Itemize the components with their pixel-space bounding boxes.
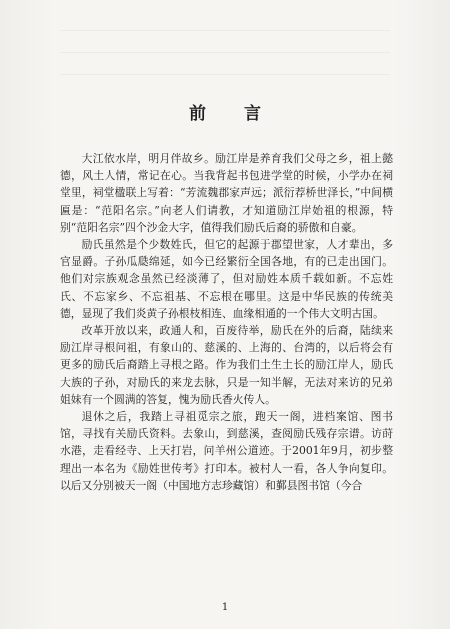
- paragraph: 退休之后，我踏上寻祖觅宗之旅，跑天一阁，进档案馆、图书馆，寻找有关励氏资料。去象山，到慈溪，查阅励氏残存宗谱。访莳水港，走看经寺、上天打岩，问羊州公道迹。于2001年9月，初步整理出一本名为《励姓世传考》打印本。被村人一看，各人争向复印。以后又分别被天一阁（中国地方志珍藏馆）和鄞县图书馆（今合: [60, 410, 393, 492]
- bleed-through-line: [60, 52, 390, 53]
- preface-body: [60, 150, 393, 494]
- bleed-through-line: [60, 30, 390, 31]
- paragraph: 改革开放以来，政通人和，百废待举，励氏在外的后裔，陆续来励江岸寻根问祖，有象山的、慈溪的、上海的、台湾的，以后将会有更多的励氏后裔踏上寻根之路。作为我们土生土长的励江岸人，励氏大族的子孙，对励氏的来龙去脉，只是一知半解，无法对来访的兄弟姐妹有一个圆满的答复，愧为励氏香火传人。: [60, 324, 393, 406]
- page-number: 1: [221, 602, 229, 613]
- page-title: 前 言: [189, 104, 277, 124]
- paragraph: 大江依水岸，明月伴故乡。励江岸是养育我们父母之乡，祖上懿德，风土人情，常记在心。当我背起书包进学堂的时候，小学办在祠堂里，祠堂楹联上写着：“芳流魏郡家声远；派衍荐桥世泽长，”中间横匾是：“范阳名宗。”向老人们请教，才知道励江岸始祖的根源，特别“范阳名宗”四个沙金大字，值得我们励氏后裔的骄傲和自豪。: [60, 152, 393, 234]
- paragraph: 励氏虽然是个少数姓氏，但它的起源于郡望世家，人才辈出，多官显爵。子孙瓜瓞绵延，如今已经繁衍全国各地，有的已走出国门。他们对宗族观念虽然已经淡薄了，但对励姓本质千载如新。不忘姓氏、不忘家乡、不忘祖基、不忘根在哪里。这是中华民族的传统美德，显现了我们炎黄子孙根枝相连、血缘相通的一个伟大文明古国。: [60, 238, 393, 320]
- bleed-through-line: [60, 74, 390, 75]
